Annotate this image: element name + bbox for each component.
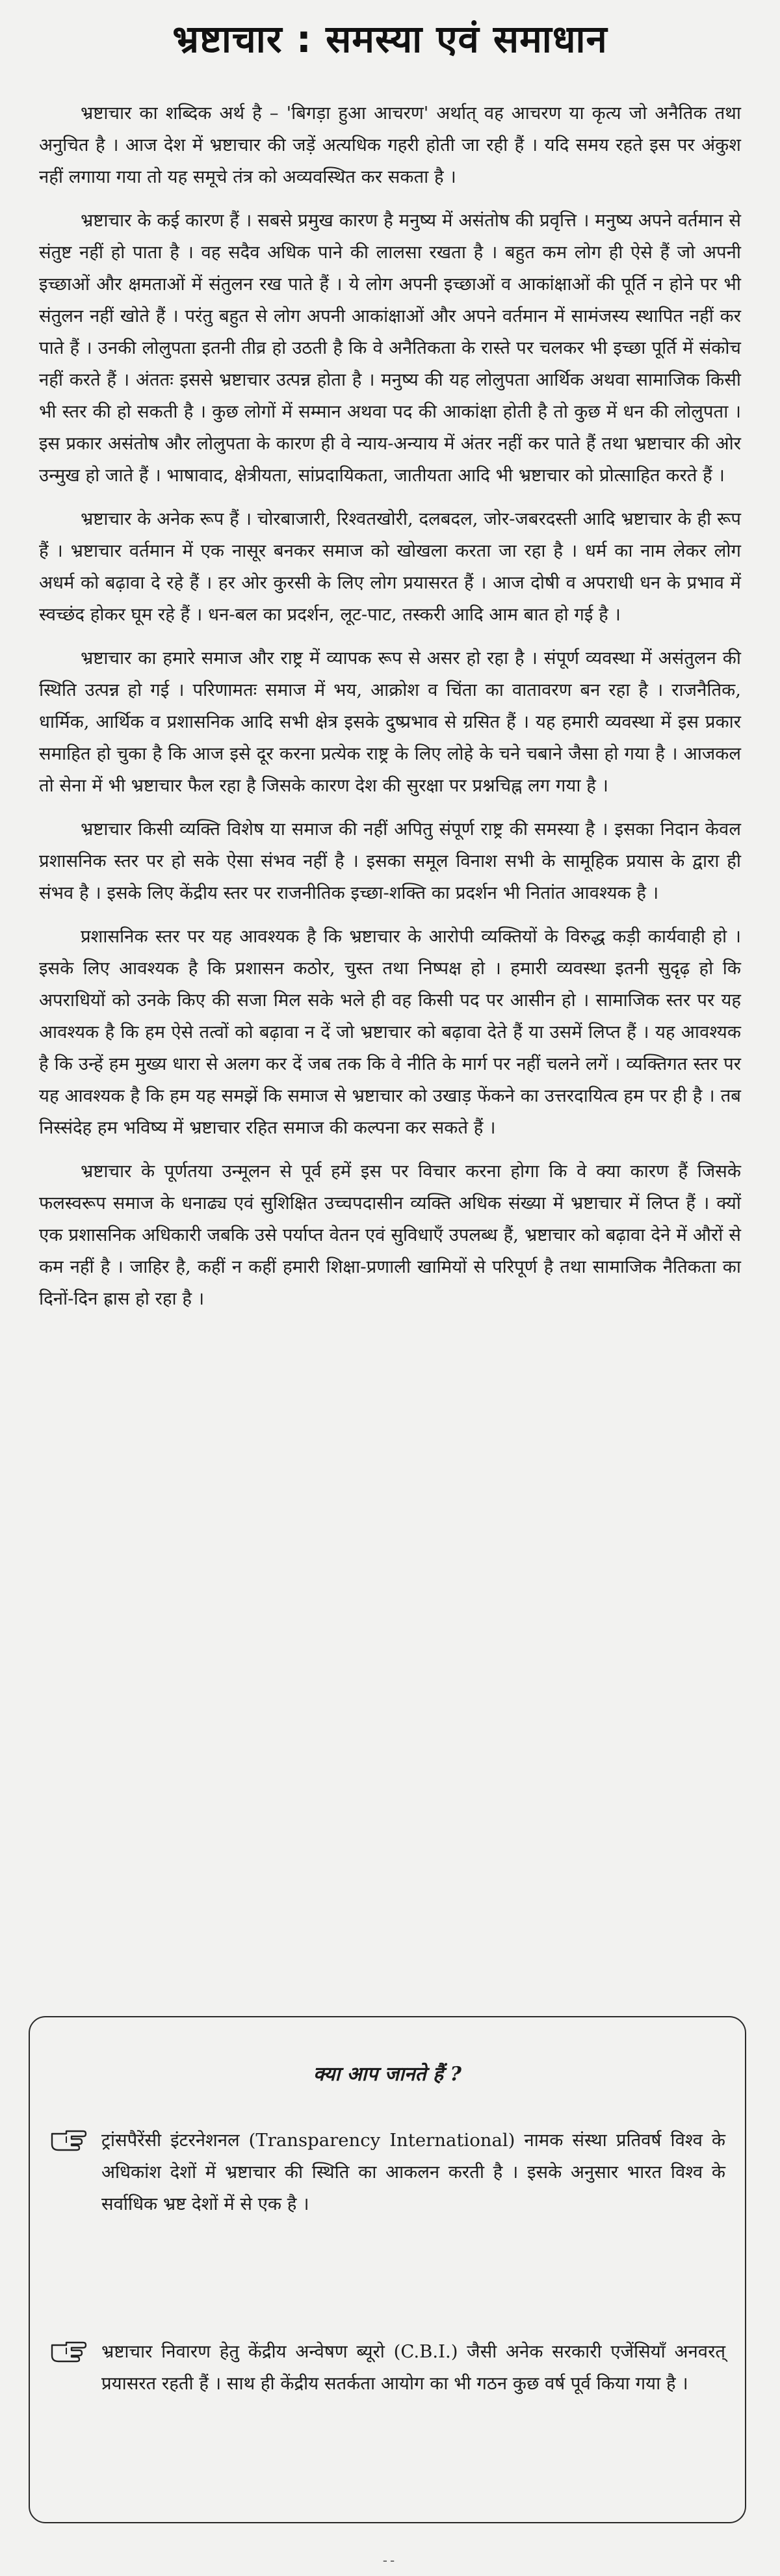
pointing-hand-icon [49,2126,88,2152]
pointing-hand-icon [49,2337,88,2363]
paragraph-national-problem: भ्रष्टाचार किसी व्यक्ति विशेष या समाज की नहीं अपितु संपूर्ण राष्ट्र की समस्या है । इसका निदान केवल प्रशासनिक स्तर पर हो सके ऐसा संभव नहीं है । इसका समूल विनाश सभी के सामूहिक प्रयास के द्वारा ही संभव है । इसके लिए केंद्रीय स्तर पर राजनीतिक इच्छा-शक्ति का प्रदर्शन भी नितांत आवश्यक है । [39,819,741,903]
fact-item [49,2336,725,2400]
did-you-know-box [29,2016,746,2523]
paragraph-causes: भ्रष्टाचार के कई कारण हैं । सबसे प्रमुख कारण है मनुष्य में असंतोष की प्रवृत्ति । मनुष्य अपने वर्तमान से संतुष्ट नहीं हो पाता है । वह सदैव अधिक पाने की लालसा रखता है । बहुत कम लोग ही ऐसे हैं जो अपनी इच्छाओं और क्षमताओं में संतुलन रख पाते हैं । ये लोग अपनी इच्छाओं व आकांक्षाओं की पूर्ति न होने पर भी संतुलन नहीं खोते हैं । परंतु बहुत से लोग अपनी आकांक्षाओं और अपने वर्तमान में सामंजस्य स्थापित नहीं कर पाते हैं । उनकी लोलुपता इतनी तीव्र हो उठती है कि वे अनैतिकता के रास्ते पर चलकर भी इच्छा पूर्ति में संकोच नहीं करते हैं । अंततः इससे भ्रष्टाचार उत्पन्न होता है । मनुष्य की यह लोलुपता आर्थिक अथवा सामाजिक किसी भी स्तर की हो सकती है । कुछ लोगों में सम्मान अथवा पद की आकांक्षा होती है तो कुछ में धन की लोलुपता । इस प्रकार असंतोष और लोलुपता के कारण ही वे न्याय-अन्याय में अंतर नहीं कर पाते हैं तथा भ्रष्टाचार की ओर उन्मुख हो जाते हैं । भाषावाद, क्षेत्रीयता, सांप्रदायिकता, जातीयता आदि भी भ्रष्टाचार को प्रोत्साहित करते हैं । [39,210,741,486]
fact-item [49,2125,725,2220]
essay-body [39,98,741,1327]
page-number: -- [382,2553,398,2568]
page-title: भ्रष्टाचार : समस्या एवं समाधान [172,17,608,61]
paragraph-meaning: भ्रष्टाचार का शब्दिक अर्थ है – 'बिगड़ा हुआ आचरण' अर्थात् वह आचरण या कृत्य जो अनैतिक तथा अनुचित है । आज देश में भ्रष्टाचार की जड़ें अत्यधिक गहरी होती जा रही हैं । यदि समय रहते इस पर अंकुश नहीं लगाया गया तो यह समूचे तंत्र को अव्यवस्थित कर सकता है । [39,103,741,187]
paragraph-conclusion: भ्रष्टाचार के पूर्णतया उन्मूलन से पूर्व हमें इस पर विचार करना होगा कि वे क्या कारण हैं जिसके फलस्वरूप समाज के धनाढ्य एवं सुशिक्षित उच्चपदासीन व्यक्ति अधिक संख्या में भ्रष्टाचार में लिप्त हैं । क्यों एक प्रशासनिक अधिकारी जबकि उसे पर्याप्त वेतन एवं सुविधाएँ उपलब्ध हैं, भ्रष्टाचार को बढ़ावा देने में औरों से कम नहीं है । जाहिर है, कहीं न कहीं हमारी शिक्षा-प्रणाली खामियों से परिपूर्ण है तथा सामाजिक नैतिकता का दिनों-दिन ह्रास हो रहा है । [39,1161,741,1309]
fact-text-transparency: ट्रांसपैरेंसी इंटरनेशनल (Transparency International) नामक संस्था प्रतिवर्ष विश्व के अधिकांश देशों में भ्रष्टाचार की स्थिति का आकलन करती है । इसके अनुसार भारत विश्व के सर्वाधिक भ्रष्ट देशों में से एक है । [101,2130,725,2214]
paragraph-impact: भ्रष्टाचार का हमारे समाज और राष्ट्र में व्यापक रूप से असर हो रहा है । संपूर्ण व्यवस्था में असंतुलन की स्थिति उत्पन्न हो गई । परिणामतः समाज में भय, आक्रोश व चिंता का वातावरण बन रहा है । राजनैतिक, धार्मिक, आर्थिक व प्रशासनिक आदि सभी क्षेत्र इसके दुष्प्रभाव से ग्रसित हैं । यह हमारी व्यवस्था में इस प्रकार समाहित हो चुका है कि आज इसे दूर करना प्रत्येक राष्ट्र के लिए लोहे के चने चबाने जैसा हो गया है । आजकल तो सेना में भी भ्रष्टाचार फैल रहा है जिसके कारण देश की सुरक्षा पर प्रश्नचिह्न लग गया है । [39,648,741,796]
paragraph-forms: भ्रष्टाचार के अनेक रूप हैं । चोरबाजारी, रिश्वतखोरी, दलबदल, जोर-जबरदस्ती आदि भ्रष्टाचार के ही रूप हैं । भ्रष्टाचार वर्तमान में एक नासूर बनकर समाज को खोखला करता जा रहा है । धर्म का नाम लेकर लोग अधर्म को बढ़ावा दे रहे हैं । हर ओर कुरसी के लिए लोग प्रयासरत हैं । आज दोषी व अपराधी धन के प्रभाव में स्वच्छंद होकर घूम रहे हैं । धन-बल का प्रदर्शन, लूट-पाट, तस्करी आदि आम बात हो गई है । [39,509,741,625]
did-you-know-heading: क्या आप जानते हैं ? [313,2063,462,2086]
paragraph-solutions: प्रशासनिक स्तर पर यह आवश्यक है कि भ्रष्टाचार के आरोपी व्यक्तियों के विरुद्ध कड़ी कार्यवाही हो । इसके लिए आवश्यक है कि प्रशासन कठोर, चुस्त तथा निष्पक्ष हो । हमारी व्यवस्था इतनी सुदृढ़ हो कि अपराधियों को उनके किए की सजा मिल सके भले ही वह किसी पद पर आसीन हो । सामाजिक स्तर पर यह आवश्यक है कि हम ऐसे तत्वों को बढ़ावा न दें जो भ्रष्टाचार को बढ़ावा देते हैं या उसमें लिप्त हैं । यह आवश्यक है कि उन्हें हम मुख्य धारा से अलग कर दें जब तक कि वे नीति के मार्ग पर नहीं चलने लगें । व्यक्तिगत स्तर पर यह आवश्यक है कि हम यह समझें कि समाज से भ्रष्टाचार को उखाड़ फेंकने का उत्तरदायित्व हम पर ही है । तब निस्संदेह हम भविष्य में भ्रष्टाचार रहित समाज की कल्पना कर सकते हैं । [39,926,741,1138]
fact-text-cbi: भ्रष्टाचार निवारण हेतु केंद्रीय अन्वेषण ब्यूरो (C.B.I.) जैसी अनेक सरकारी एजेंसियाँ अनवरत् प्रयासरत रहती हैं । साथ ही केंद्रीय सतर्कता आयोग का भी गठन कुछ वर्ष पूर्व किया गया है । [101,2341,725,2394]
